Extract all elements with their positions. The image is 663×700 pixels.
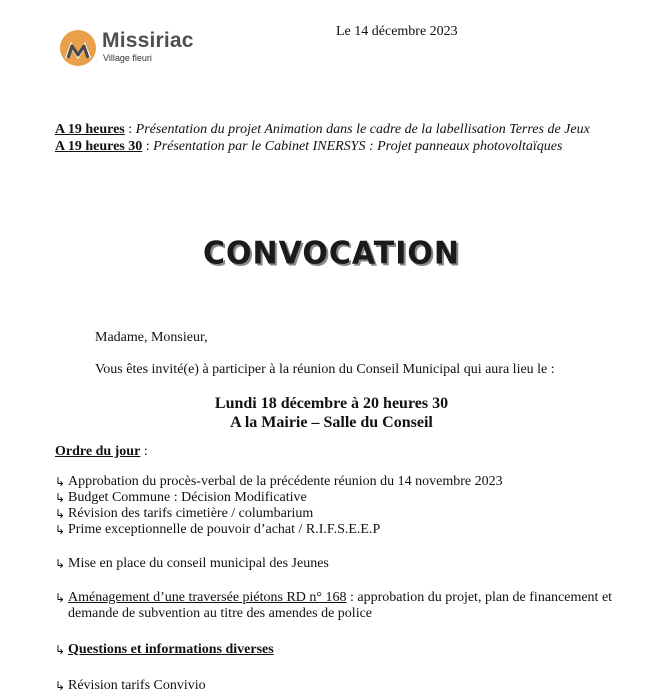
- logo: [58, 28, 218, 70]
- agenda-heading-suffix: :: [140, 444, 148, 459]
- arrow-icon: ↳: [55, 557, 66, 571]
- arrow-icon: ↳: [55, 591, 66, 605]
- schedule-separator: :: [124, 122, 136, 137]
- schedule-line: [55, 138, 635, 155]
- document-title: CONVOCATION: [203, 235, 460, 272]
- agenda-item: [55, 590, 640, 622]
- agenda-item-text: Mise en place du conseil municipal des Jeunes: [68, 556, 329, 571]
- logo-name: Missiriac: [102, 29, 194, 52]
- schedule-description: Présentation par le Cabinet INERSYS : Projet panneaux photovoltaïques: [153, 139, 563, 154]
- document-date: Le 14 décembre 2023: [336, 24, 458, 39]
- schedule-description: Présentation du projet Animation dans le cadre de la labellisation Terres de Jeux: [135, 122, 590, 137]
- meeting-place: A la Mairie – Salle du Conseil: [230, 414, 433, 431]
- agenda-item: [55, 506, 640, 522]
- invitation-text: Vous êtes invité(e) à participer à la réunion du Conseil Municipal qui aura lieu le :: [95, 362, 555, 377]
- schedule-separator: :: [142, 139, 154, 154]
- logo-tagline: Village fleuri: [103, 53, 152, 63]
- agenda-item-text: Révision tarifs Convivio: [68, 678, 206, 693]
- title-wrap: [0, 236, 663, 271]
- agenda-item-text: Révision des tarifs cimetière / columbarium: [68, 506, 314, 521]
- arrow-icon: ↳: [55, 507, 66, 521]
- agenda-item: [55, 490, 640, 506]
- agenda-heading: [55, 444, 148, 460]
- agenda-item-text: : approbation du projet, plan de financement et demande de subvention au titre des amendes de police: [68, 590, 613, 621]
- agenda-item-title: Aménagement d’une traversée piétons RD n° 168: [68, 590, 347, 605]
- arrow-icon: ↳: [55, 491, 66, 505]
- agenda-list: [55, 474, 640, 694]
- agenda-item: [55, 556, 640, 572]
- agenda-item-text: Budget Commune : Décision Modificative: [68, 490, 307, 505]
- arrow-icon: ↳: [55, 475, 66, 489]
- agenda-item-text: Prime exceptionnelle de pouvoir d’achat / R.I.F.S.E.E.P: [68, 522, 381, 537]
- meeting-details: [0, 394, 663, 432]
- schedule-line: [55, 121, 635, 138]
- agenda-item: [55, 474, 640, 490]
- arrow-icon: ↳: [55, 643, 66, 657]
- schedule-block: [55, 121, 635, 155]
- schedule-time: A 19 heures 30: [55, 139, 143, 154]
- arrow-icon: ↳: [55, 523, 66, 537]
- meeting-date: Lundi 18 décembre à 20 heures 30: [214, 395, 449, 412]
- agenda-heading-label: Ordre du jour: [55, 444, 141, 459]
- agenda-item: [55, 642, 640, 658]
- agenda-item-text: Questions et informations diverses: [68, 642, 274, 657]
- salutation: Madame, Monsieur,: [95, 330, 208, 345]
- agenda-item-text: Approbation du procès-verbal de la précédente réunion du 14 novembre 2023: [68, 474, 503, 489]
- agenda-item: [55, 522, 640, 538]
- logo-mark-icon: [58, 28, 98, 68]
- arrow-icon: ↳: [55, 679, 66, 693]
- schedule-time: A 19 heures: [55, 122, 125, 137]
- agenda-item: [55, 678, 640, 694]
